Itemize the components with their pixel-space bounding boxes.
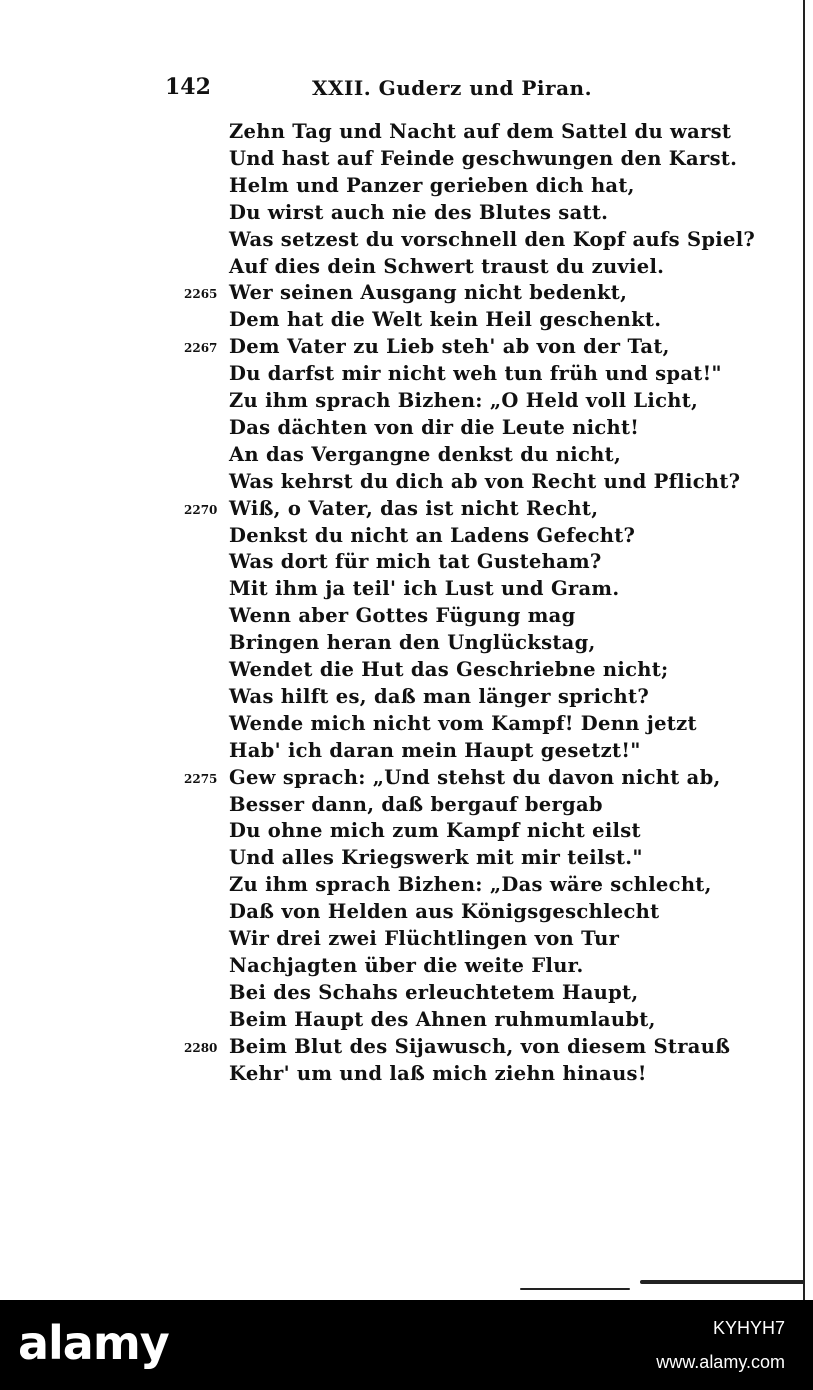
verse-line: Was dort für mich tat Gusteham? <box>229 550 602 574</box>
line-number: 2280 <box>184 1040 218 1055</box>
verse-line: Gew sprach: „Und stehst du davon nicht ab, <box>229 765 721 789</box>
verse-line: Daß von Helden aus Königsgeschlecht <box>229 900 660 924</box>
verse-line: Und alles Kriegswerk mit mir teilst." <box>229 846 643 870</box>
image-code: KYHYH7 <box>712 1318 785 1338</box>
verse-line: Kehr' um und laß mich ziehn hinaus! <box>229 1061 647 1085</box>
stock-watermark-bar <box>0 1300 813 1390</box>
alamy-logo: alamy <box>18 1316 169 1370</box>
verse-line: Beim Haupt des Ahnen ruhmumlaubt, <box>229 1007 656 1031</box>
verse-line: Wendet die Hut das Geschriebne nicht; <box>229 658 669 681</box>
verse-line: Hab' ich daran mein Haupt gesetzt!" <box>229 738 641 762</box>
verse-line: Denkst du nicht an Ladens Gefecht? <box>229 523 636 547</box>
verse-line: Nachjagten über die weite Flur. <box>229 953 584 977</box>
page-number: 142 <box>165 74 211 100</box>
chapter-title: XXII. Guderz und Piran. <box>312 76 593 100</box>
verse-line: Das dächten von dir die Leute nicht! <box>229 415 640 439</box>
verse-line: Dem Vater zu Lieb steh' ab von der Tat, <box>229 335 670 359</box>
line-number: 2270 <box>184 502 218 517</box>
line-number: 2265 <box>184 287 218 302</box>
verse-line: Beim Blut des Sijawusch, von diesem Strauß <box>229 1034 731 1058</box>
verse-line: Was kehrst du dich ab von Recht und Pflicht? <box>229 469 741 493</box>
verse-line: Bei des Schahs erleuchtetem Haupt, <box>229 980 639 1004</box>
verse-line: Was hilft es, daß man länger spricht? <box>229 684 650 708</box>
line-number: 2267 <box>184 341 218 356</box>
verse-line: Zehn Tag und Nacht auf dem Sattel du warst <box>229 120 732 143</box>
line-number: 2275 <box>184 771 218 786</box>
verse-line: An das Vergangne denkst du nicht, <box>229 442 622 466</box>
verse-line: Wer seinen Ausgang nicht bedenkt, <box>229 281 628 305</box>
verse-line: Mit ihm ja teil' ich Lust und Gram. <box>229 577 620 601</box>
verse-line: Was setzest du vorschnell den Kopf aufs Spiel? <box>229 227 756 251</box>
verse-line: Wiß, o Vater, das ist nicht Recht, <box>229 496 599 520</box>
verse-line: Besser dann, daß bergauf bergab <box>229 792 603 816</box>
verse-line: Helm und Panzer gerieben dich hat, <box>229 173 635 197</box>
verse-line: Du darfst mir nicht weh tun früh und spat!" <box>229 362 722 386</box>
scan-mark <box>640 1280 805 1284</box>
verse-line: Auf dies dein Schwert traust du zuviel. <box>229 254 665 278</box>
verse-line: Zu ihm sprach Bizhen: „O Held voll Licht, <box>229 389 699 412</box>
verse-line: Du ohne mich zum Kampf nicht eilst <box>229 819 641 843</box>
page-edge-line <box>803 0 805 1300</box>
verse-line: Wenn aber Gottes Fügung mag <box>229 604 576 628</box>
verse-line: Bringen heran den Unglückstag, <box>229 631 596 655</box>
scan-mark <box>520 1288 630 1290</box>
verse-line: Wende mich nicht vom Kampf! Denn jetzt <box>229 711 697 735</box>
verse-line: Wir drei zwei Flüchtlingen von Tur <box>229 927 620 950</box>
verse-line: Dem hat die Welt kein Heil geschenkt. <box>229 308 662 332</box>
verse-line: Du wirst auch nie des Blutes satt. <box>229 200 609 224</box>
verse-line: Und hast auf Feinde geschwungen den Karst. <box>229 146 738 170</box>
verse-line: Zu ihm sprach Bizhen: „Das wäre schlecht, <box>229 873 712 897</box>
site-url: www.alamy.com <box>656 1352 785 1372</box>
